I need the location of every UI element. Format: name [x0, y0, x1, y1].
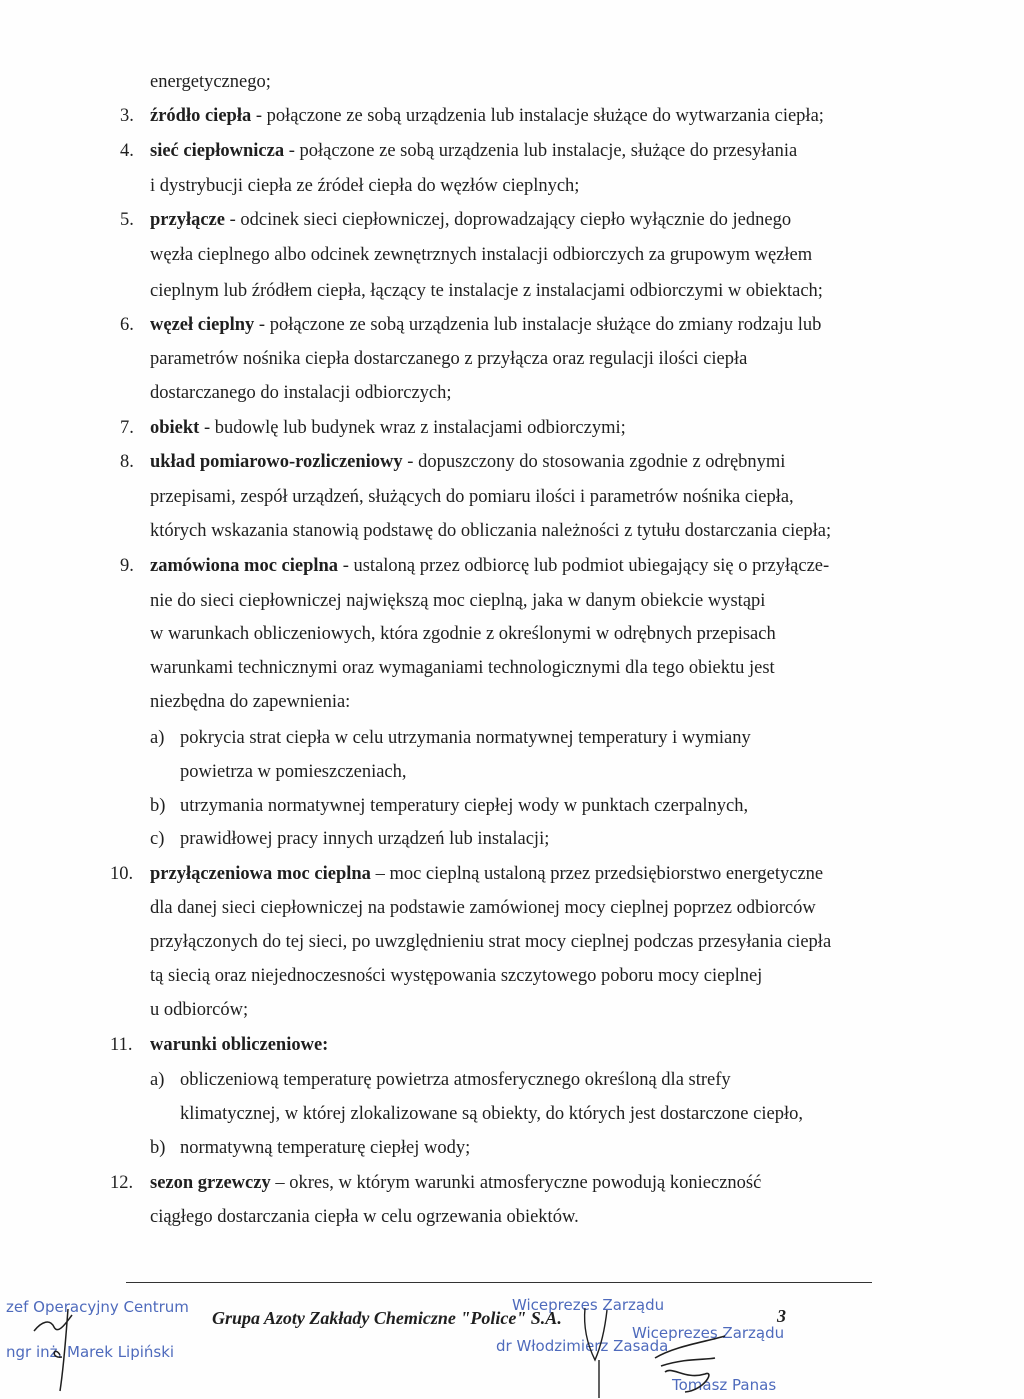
definition-text: połączone ze sobą urządzenia lub instalacje służące do wytwarzania ciepła;	[266, 106, 824, 126]
separator: –	[275, 1173, 285, 1193]
item-number: 9.	[120, 556, 134, 576]
signature-left	[20, 1295, 110, 1395]
definition-5	[150, 208, 791, 232]
body-line: dla danej sieci ciepłowniczej na podstawie zamówionej mocy cieplnej poprzez odbiorców	[150, 898, 816, 918]
term: węzeł cieplny	[150, 315, 255, 335]
separator: -	[407, 452, 414, 472]
body-line: utrzymania normatywnej temperatury ciepłej wody w punktach czerpalnych,	[180, 796, 749, 816]
item-number: 10.	[110, 864, 134, 884]
body-line: których wskazania stanowią podstawę do obliczania należności z tytułu dostarczania ciepła;	[150, 521, 832, 541]
body-line: cieplnym lub źródłem ciepła, łączący te instalacje z instalacjami odbiorczymi w obiektach;	[150, 281, 823, 301]
body-line: parametrów nośnika ciepła dostarczanego z przyłącza oraz regulacji ilości ciepła	[150, 349, 748, 369]
term: przyłączeniowa moc cieplna	[150, 864, 371, 884]
body-line: u odbiorców;	[150, 1000, 249, 1020]
term: zamówiona moc cieplna	[150, 556, 339, 576]
body-line: normatywną temperaturę ciepłej wody;	[180, 1138, 471, 1158]
sub-item-letter: b)	[150, 796, 166, 816]
item-number: 4.	[120, 141, 134, 161]
sub-item-letter: a)	[150, 1070, 165, 1090]
footer-divider	[126, 1282, 872, 1283]
body-line: dostarczanego do instalacji odbiorczych;	[150, 383, 452, 403]
definition-text: odcinek sieci ciepłowniczej, doprowadzający ciepło wyłącznie do jednego	[240, 210, 792, 230]
item-number: 5.	[120, 210, 134, 230]
stamp-right-name-2: Tomasz Panas	[672, 1376, 777, 1394]
definition-11: warunki obliczeniowe:	[150, 1035, 329, 1055]
item-number: 3.	[120, 106, 134, 126]
definition-12	[150, 1171, 761, 1195]
definition-10	[150, 862, 823, 886]
term: obiekt	[150, 418, 200, 438]
item-number: 11.	[110, 1035, 133, 1055]
body-line: obliczeniową temperaturę powietrza atmosferycznego określoną dla strefy	[180, 1070, 731, 1090]
definition-text: ustaloną przez odbiorcę lub podmiot ubiegający się o przyłącze-	[353, 556, 830, 576]
body-line: i dystrybucji ciepła ze źródeł ciepła do węzłów cieplnych;	[150, 176, 580, 196]
term: źródło ciepła	[150, 106, 252, 126]
definition-4	[150, 139, 797, 163]
separator: –	[375, 864, 385, 884]
term: układ pomiarowo-rozliczeniowy	[150, 452, 403, 472]
stamp-right-title-2: Wiceprezes Zarządu	[632, 1324, 785, 1342]
body-line: energetycznego;	[150, 72, 271, 92]
body-line: węzła cieplnego albo odcinek zewnętrznych instalacji odbiorczych za grupowym węzłem	[150, 245, 813, 265]
term: sezon grzewczy	[150, 1173, 271, 1193]
stamp-right-name-1: dr Włodzimierz Zasada	[496, 1337, 669, 1355]
body-line: przyłączonych do tej sieci, po uwzględnieniu strat mocy cieplnej podczas przesyłania ciepła	[150, 932, 832, 952]
separator: -	[229, 210, 236, 230]
body-line: klimatycznej, w której zlokalizowane są obiekty, do których jest dostarczone ciepło,	[180, 1104, 803, 1124]
definition-text: budowlę lub budynek wraz z instalacjami odbiorczymi;	[214, 418, 626, 438]
body-line: ciągłego dostarczania ciepła w celu ogrzewania obiektów.	[150, 1207, 579, 1227]
term: sieć ciepłownicza	[150, 141, 285, 161]
definition-text: okres, w którym warunki atmosferyczne powodują konieczność	[289, 1173, 762, 1193]
separator: -	[342, 556, 349, 576]
stamp-right-title-1: Wiceprezes Zarządu	[512, 1296, 665, 1314]
definition-8	[150, 450, 785, 474]
body-line: prawidłowej pracy innych urządzeń lub instalacji;	[180, 829, 550, 849]
definition-text: połączone ze sobą urządzenia lub instalacje, służące do przesyłania	[299, 141, 798, 161]
separator: -	[203, 418, 211, 438]
definition-9	[150, 554, 829, 578]
item-number: 12.	[110, 1173, 134, 1193]
definition-text: moc cieplną ustaloną przez przedsiębiorstwo energetyczne	[389, 864, 824, 884]
sub-item-letter: a)	[150, 728, 165, 748]
definition-text: dopuszczony do stosowania zgodnie z odrębnymi	[418, 452, 786, 472]
separator: -	[258, 315, 266, 335]
definition-6	[150, 313, 821, 337]
body-line: w warunkach obliczeniowych, która zgodnie z określonymi w odrębnych przepisach	[150, 624, 776, 644]
item-number: 7.	[120, 418, 134, 438]
body-line: przepisami, zespół urządzeń, służących do pomiaru ilości i parametrów nośnika ciepła,	[150, 487, 794, 507]
stamp-left-title: zef Operacyjny Centrum	[6, 1298, 189, 1316]
sub-item-letter: b)	[150, 1138, 166, 1158]
body-line: warunkami technicznymi oraz wymaganiami technologicznymi dla tego obiektu jest	[150, 658, 775, 678]
body-line: nie do sieci ciepłowniczej największą moc cieplną, jaka w danym obiekcie wystąpi	[150, 591, 766, 611]
separator: -	[288, 141, 295, 161]
sub-item-letter: c)	[150, 829, 165, 849]
term: przyłącze	[150, 210, 225, 230]
signature-right	[555, 1300, 745, 1399]
body-line: pokrycia strat ciepła w celu utrzymania normatywnej temperatury i wymiany	[180, 728, 751, 748]
separator: -	[255, 106, 263, 126]
footer-company: Grupa Azoty Zakłady Chemiczne "Police" S.A.	[212, 1308, 562, 1328]
definition-text: połączone ze sobą urządzenia lub instalacje służące do zmiany rodzaju lub	[269, 315, 822, 335]
item-number: 8.	[120, 452, 134, 472]
definition-3	[150, 104, 824, 128]
definition-7	[150, 416, 626, 440]
body-line: powietrza w pomieszczeniach,	[180, 762, 407, 782]
page-number: 3	[777, 1306, 786, 1326]
item-number: 6.	[120, 315, 134, 335]
body-line: niezbędna do zapewnienia:	[150, 692, 351, 712]
body-line: tą siecią oraz niejednoczesności występowania szczytowego poboru mocy cieplnej	[150, 966, 763, 986]
stamp-left-name: ngr inż. Marek Lipiński	[6, 1343, 175, 1361]
